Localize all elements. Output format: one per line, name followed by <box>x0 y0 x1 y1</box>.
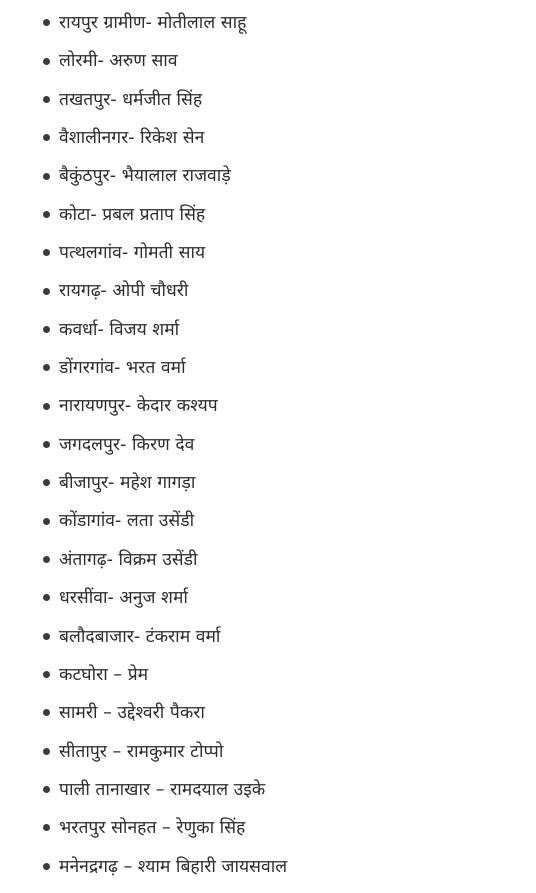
list-item-text: रायगढ़- ओपी चौधरी <box>59 281 189 302</box>
list-item <box>0 3 536 41</box>
list-item <box>0 655 536 693</box>
list-item-text: कोटा- प्रबल प्रताप सिंह <box>59 204 206 225</box>
list-item-text: अंतागढ़- विक्रम उसेंडी <box>59 549 198 570</box>
list-item <box>0 41 536 79</box>
bullet-icon <box>43 326 50 333</box>
list-item-text: वैशालीनगर- रिकेश सेन <box>59 128 205 149</box>
list-item-text: सामरी – उद्देश्वरी पैकरा <box>59 703 205 724</box>
list-item <box>0 808 536 846</box>
list-item <box>0 693 536 731</box>
list-item <box>0 271 536 309</box>
bullet-icon <box>43 518 50 525</box>
bullet-icon <box>43 824 50 831</box>
list-item <box>0 80 536 118</box>
list-item <box>0 425 536 463</box>
bullet-icon <box>43 709 50 716</box>
list-item <box>0 732 536 770</box>
list-item-text: पत्थलगांव- गोमती साय <box>59 243 206 264</box>
bullet-icon <box>43 556 50 563</box>
list-item-text: कटघोरा – प्रेम <box>59 664 149 685</box>
bullet-icon <box>43 364 50 371</box>
list-item-text: धरसींवा- अनुज शर्मा <box>59 588 188 609</box>
bullet-icon <box>43 173 50 180</box>
bullet-icon <box>43 863 50 870</box>
list-item <box>0 386 536 424</box>
bullet-icon <box>43 58 50 65</box>
list-item <box>0 501 536 539</box>
list-item-text: बैकुंठपुर- भैयालाल राजवाड़े <box>59 166 231 187</box>
list-item <box>0 617 536 655</box>
list-item-text: डोंगरगांव- भरत वर्मा <box>59 358 186 379</box>
list-item-text: जगदलपुर- किरण देव <box>59 434 195 455</box>
bullet-icon <box>43 786 50 793</box>
list-item <box>0 156 536 194</box>
bullet-icon <box>43 403 50 410</box>
bullet-icon <box>43 134 50 141</box>
bullet-icon <box>43 748 50 755</box>
candidate-list <box>0 3 536 885</box>
list-item-text: मनेनद्रगढ़ – श्याम बिहारी जायसवाल <box>59 856 288 877</box>
bullet-icon <box>43 671 50 678</box>
list-item <box>0 540 536 578</box>
list-item <box>0 348 536 386</box>
list-item <box>0 233 536 271</box>
bullet-icon <box>43 19 50 26</box>
list-item <box>0 195 536 233</box>
bullet-icon <box>43 441 50 448</box>
list-item-text: रायपुर ग्रामीण- मोतीलाल साहू <box>59 13 247 33</box>
list-item <box>0 310 536 348</box>
bullet-icon <box>43 288 50 295</box>
bullet-icon <box>43 633 50 640</box>
list-item <box>0 847 536 885</box>
list-item <box>0 463 536 501</box>
list-item-text: कवर्धा- विजय शर्मा <box>59 319 180 340</box>
bullet-icon <box>43 211 50 218</box>
bullet-icon <box>43 594 50 601</box>
list-item-text: पाली तानाखार – रामदयाल उइके <box>59 779 266 800</box>
list-item-text: तखतपुर- धर्मजीत सिंह <box>59 89 203 110</box>
list-item-text: सीतापुर – रामकुमार टोप्पो <box>59 741 224 762</box>
list-item-text: लोरमी- अरुण साव <box>59 51 178 72</box>
list-item-text: बीजापुर- महेश गागड़ा <box>59 473 196 494</box>
bullet-icon <box>43 96 50 103</box>
list-item <box>0 770 536 808</box>
list-item-text: बलौदबाजार- टंकराम वर्मा <box>59 626 221 647</box>
bullet-icon <box>43 479 50 486</box>
bullet-icon <box>43 249 50 256</box>
list-item <box>0 578 536 616</box>
list-item <box>0 118 536 156</box>
list-item-text: कोंडागांव- लता उसेंडी <box>59 511 195 532</box>
list-item-text: भरतपुर सोनहत – रेणुका सिंह <box>59 818 246 839</box>
list-item-text: नारायणपुर- केदार कश्यप <box>59 396 218 417</box>
